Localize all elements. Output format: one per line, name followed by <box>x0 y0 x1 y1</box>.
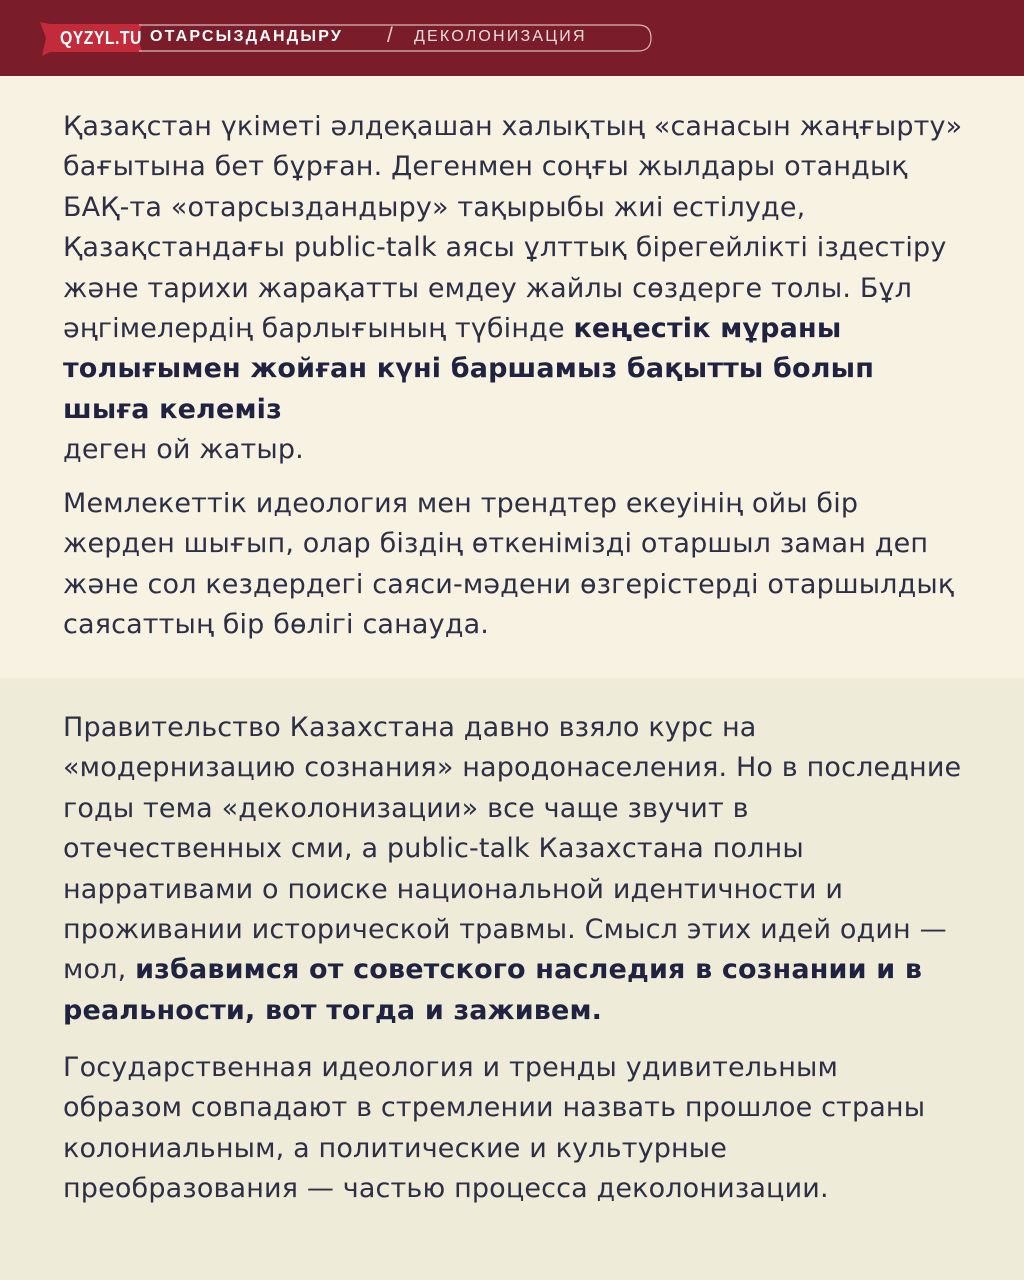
breadcrumb-separator: / <box>387 24 393 47</box>
russian-text-section <box>0 678 1024 1280</box>
logo-text: QYZYL.TU <box>60 28 142 48</box>
kazakh-paragraph-1-text: Қазақстан үкіметі әлдеқашан халықтың «санасын жаңғырту» бағытына бет бұрған. Дегенмен соңғы жылдары отандық БАҚ-та «отарсыздандыру» тақырыбы жиі естілуде, Қазақстандағы public-talk аясы ұлттық бірегейлікті іздестіру және тарихи жарақатты емдеу жайлы сөздерге толы. Бұл әңгімелердің барлығының түбінде <box>63 111 963 345</box>
kazakh-paragraph-1-emphasis: кеңестік мұраны толығымен жойған күні баршамыз бақытты болып шыға келеміз <box>63 313 875 425</box>
site-logo[interactable] <box>38 18 144 58</box>
breadcrumb <box>138 24 652 52</box>
breadcrumb-category[interactable]: ОТАРСЫЗДАНДЫРУ <box>150 28 344 45</box>
russian-paragraph-2: Государственная идеология и тренды удивительным образом совпадают в стремлении назвать прошлое страны колониальным, а политические и культурные преобразования — частью процесса деколонизации. <box>63 1052 926 1205</box>
kazakh-paragraph-2: Мемлекеттік идеология мен трендтер екеуінің ойы бір жерден шығып, олар біздің өткенімізді отаршыл заман деп және сол кездердегі саяси-мәдени өзгерістерді отаршылдық саясаттың бір бөлігі санауда. <box>63 488 955 641</box>
kazakh-text-section <box>0 76 1024 678</box>
kazakh-paragraph-1-ending: деген ой жатыр. <box>63 434 304 466</box>
russian-paragraph-1-text: Правительство Казахстана давно взяло курс на «модернизацию сознания» народонаселения. Но в последние годы тема «деколонизации» все чаще звучит в отечественных сми, а public-talk Казахстана полны нарративами о поиске национальной идентичности и проживании исторической травмы. Смысл этих идей один — мол, <box>63 712 962 986</box>
header-bar <box>0 0 1024 76</box>
breadcrumb-subcategory[interactable]: ДЕКОЛОНИЗАЦИЯ <box>414 28 587 45</box>
russian-paragraph-1-emphasis: избавимся от советского наследия в сознании и в реальности, вот тогда и заживем. <box>63 954 923 1026</box>
russian-paragraph-1 <box>63 708 963 1031</box>
kazakh-paragraph-1 <box>63 107 963 471</box>
